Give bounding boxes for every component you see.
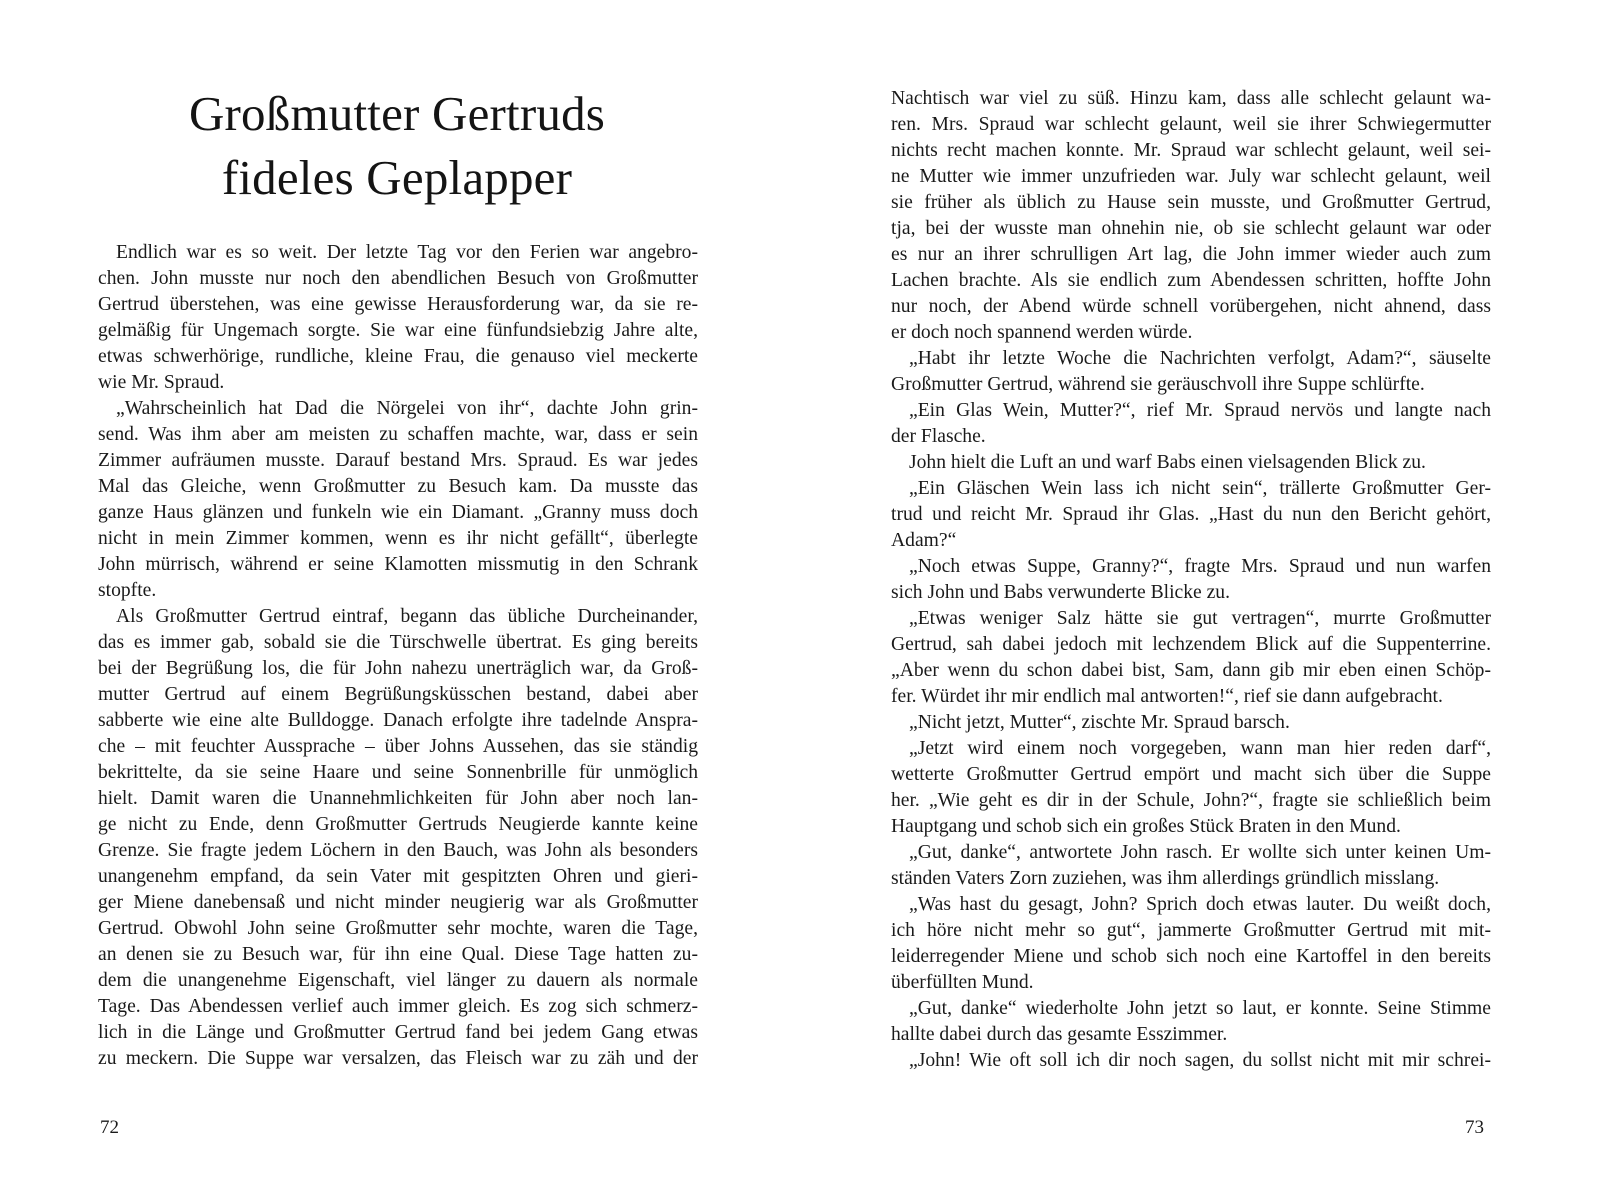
right-page xyxy=(800,0,1600,1202)
text-line: mutter Gertrud auf einem Begrüßungsküsschen bestand, dabei aber xyxy=(98,684,698,705)
text-line: „Jetzt wird einem noch vorgegeben, wann man hier reden darf“, xyxy=(909,738,1491,759)
text-line: „Was hast du gesagt, John? Sprich doch etwas lauter. Du weißt doch, xyxy=(909,894,1491,915)
text-line: bekrittelte, da sie seine Haare und seine Sonnenbrille für unmöglich xyxy=(98,762,698,783)
text-line: Grenze. Sie fragte jedem Löchern in den Bauch, was John als besonders xyxy=(98,840,698,861)
page-number-right: 73 xyxy=(1465,1117,1484,1138)
text-line: sich John und Babs verwunderte Blicke zu. xyxy=(891,582,1231,603)
text-line: nur noch, der Abend würde schnell vorübergehen, nicht ahnend, dass xyxy=(891,296,1491,317)
text-line: „Aber wenn du schon dabei bist, Sam, dann gib mir eben einen Schöp- xyxy=(891,660,1491,681)
text-line: her. „Wie geht es dir in der Schule, John?“, fragte sie schließlich beim xyxy=(891,790,1491,811)
text-line: das es immer gab, sobald sie die Türschwelle übertrat. Es ging bereits xyxy=(98,632,698,653)
text-line: „Gut, danke“ wiederholte John jetzt so laut, er konnte. Seine Stimme xyxy=(909,998,1491,1019)
chapter-title xyxy=(96,82,698,210)
text-line: chen. John musste nur noch den abendlichen Besuch von Großmutter xyxy=(98,268,698,289)
text-line: Gertrud. Obwohl John seine Großmutter sehr mochte, waren die Tage, xyxy=(98,918,698,939)
text-line: an denen sie zu Besuch war, für ihn eine Qual. Diese Tage hatten zu- xyxy=(98,944,698,965)
text-line: che – mit feuchter Aussprache – über Johns Aussehen, das sie ständig xyxy=(98,736,698,757)
text-line: ganze Haus glänzen und funkeln wie ein Diamant. „Granny muss doch xyxy=(98,502,698,523)
text-line: Endlich war es so weit. Der letzte Tag vor den Ferien war angebro- xyxy=(116,242,698,263)
text-line: Lachen brachte. Als sie endlich zum Abendessen schritten, hoffte John xyxy=(891,270,1491,291)
text-line: tja, bei der wusste man ohnehin nie, ob sie schlecht gelaunt war oder xyxy=(891,218,1491,239)
text-line: wetterte Großmutter Gertrud empört und macht sich über die Suppe xyxy=(891,764,1491,785)
chapter-title-line-1: Großmutter Gertruds xyxy=(188,86,606,141)
text-line: nicht in mein Zimmer kommen, wenn es ihr nicht gefällt“, überlegte xyxy=(98,528,698,549)
text-line: Nachtisch war viel zu süß. Hinzu kam, dass alle schlecht gelaunt wa- xyxy=(891,88,1491,109)
text-line: gelmäßig für Ungemach sorgte. Sie war eine fünfundsiebzig Jahre alte, xyxy=(98,320,698,341)
chapter-title-line-2: fideles Geplapper xyxy=(221,150,573,205)
text-line: Als Großmutter Gertrud eintraf, begann das übliche Durcheinander, xyxy=(116,606,698,627)
text-line: trud und reicht Mr. Spraud ihr Glas. „Hast du nun den Bericht gehört, xyxy=(891,504,1491,525)
text-line: fer. Würdet ihr mir endlich mal antworten!“, rief sie dann aufgebracht. xyxy=(891,686,1443,707)
text-line: es nur an ihrer schrulligen Art lag, die John immer wieder auch zum xyxy=(891,244,1491,265)
text-line: leiderregender Miene und schob sich noch eine Kartoffel in den bereits xyxy=(891,946,1491,967)
text-line: Adam?“ xyxy=(891,530,957,551)
text-line: er doch noch spannend werden würde. xyxy=(891,322,1193,343)
text-line: „Ein Glas Wein, Mutter?“, rief Mr. Spraud nervös und langte nach xyxy=(909,400,1491,421)
text-line: wie Mr. Spraud. xyxy=(98,372,225,393)
text-line: Gertrud, sah dabei jedoch mit lechzendem Blick auf die Suppenterrine. xyxy=(891,634,1491,655)
text-line: sabberte wie eine alte Bulldogge. Danach erfolgte ihre tadelnde Anspra- xyxy=(98,710,698,731)
text-line: „Nicht jetzt, Mutter“, zischte Mr. Spraud barsch. xyxy=(909,712,1290,733)
text-line: unangenehm empfand, da sein Vater mit gespitzten Ohren und gieri- xyxy=(98,866,698,887)
text-line: „Wahrscheinlich hat Dad die Nörgelei von ihr“, dachte John grin- xyxy=(116,398,698,419)
text-line: stopfte. xyxy=(98,580,157,601)
text-line: ge nicht zu Ende, denn Großmutter Gertruds Neugierde kannte keine xyxy=(98,814,698,835)
text-line: „Ein Gläschen Wein lass ich nicht sein“, trällerte Großmutter Ger- xyxy=(909,478,1491,499)
text-line: John hielt die Luft an und warf Babs einen vielsagenden Blick zu. xyxy=(909,452,1426,473)
text-line: „Etwas weniger Salz hätte sie gut vertragen“, murrte Großmutter xyxy=(909,608,1491,629)
text-line: Zimmer aufräumen musste. Darauf bestand Mrs. Spraud. Es war jedes xyxy=(98,450,698,471)
text-line: hallte dabei durch das gesamte Esszimmer. xyxy=(891,1024,1228,1045)
left-page-body-text xyxy=(98,240,698,1072)
text-line: ständen Vaters Zorn zuziehen, was ihm allerdings gründlich misslang. xyxy=(891,868,1440,889)
text-line: „Gut, danke“, antwortete John rasch. Er wollte sich unter keinen Um- xyxy=(909,842,1491,863)
text-line: überfüllten Mund. xyxy=(891,972,1034,993)
page-number-left: 72 xyxy=(100,1117,119,1138)
text-line: bei der Begrüßung los, die für John nahezu unerträglich war, da Groß- xyxy=(98,658,698,679)
text-line: send. Was ihm aber am meisten zu schaffen machte, war, dass er sein xyxy=(98,424,698,445)
text-line: ren. Mrs. Spraud war schlecht gelaunt, weil sie ihrer Schwiegermutter xyxy=(891,114,1491,135)
text-line: ich höre nicht mehr so gut“, jammerte Großmutter Gertrud mit mit- xyxy=(891,920,1491,941)
text-line: „John! Wie oft soll ich dir noch sagen, du sollst nicht mit mir schrei- xyxy=(909,1050,1491,1071)
text-line: Mal das Gleiche, wenn Großmutter zu Besuch kam. Da musste das xyxy=(98,476,698,497)
text-line: der Flasche. xyxy=(891,426,986,447)
text-line: nichts recht machen konnte. Mr. Spraud war schlecht gelaunt, weil sei- xyxy=(891,140,1491,161)
text-line: „Noch etwas Suppe, Granny?“, fragte Mrs. Spraud und nun warfen xyxy=(909,556,1491,577)
text-line: lich in die Länge und Großmutter Gertrud fand bei jedem Gang etwas xyxy=(98,1022,698,1043)
text-line: „Habt ihr letzte Woche die Nachrichten verfolgt, Adam?“, säuselte xyxy=(909,348,1491,369)
text-line: dem die unangenehme Eigenschaft, viel länger zu dauern als normale xyxy=(98,970,698,991)
text-line: hielt. Damit waren die Unannehmlichkeiten für John aber noch lan- xyxy=(98,788,698,809)
text-line: zu meckern. Die Suppe war versalzen, das Fleisch war zu zäh und der xyxy=(98,1048,698,1069)
text-line: Tage. Das Abendessen verlief auch immer gleich. Es zog sich schmerz- xyxy=(98,996,698,1017)
text-line: ne Mutter wie immer unzufrieden war. July war schlecht gelaunt, weil xyxy=(891,166,1491,187)
text-line: Großmutter Gertrud, während sie geräuschvoll ihre Suppe schlürfte. xyxy=(891,374,1425,395)
text-line: Gertrud überstehen, was eine gewisse Herausforderung war, da sie re- xyxy=(98,294,698,315)
text-line: John mürrisch, während er seine Klamotten missmutig in den Schrank xyxy=(98,554,698,575)
text-line: ger Miene danebensaß und nicht minder neugierig war als Großmutter xyxy=(98,892,698,913)
right-page-body-text xyxy=(891,86,1491,1074)
text-line: etwas schwerhörige, rundliche, kleine Frau, die genauso viel meckerte xyxy=(98,346,698,367)
text-line: sie früher als üblich zu Hause sein musste, und Großmutter Gertrud, xyxy=(891,192,1491,213)
text-line: Hauptgang und schob sich ein großes Stück Braten in den Mund. xyxy=(891,816,1401,837)
